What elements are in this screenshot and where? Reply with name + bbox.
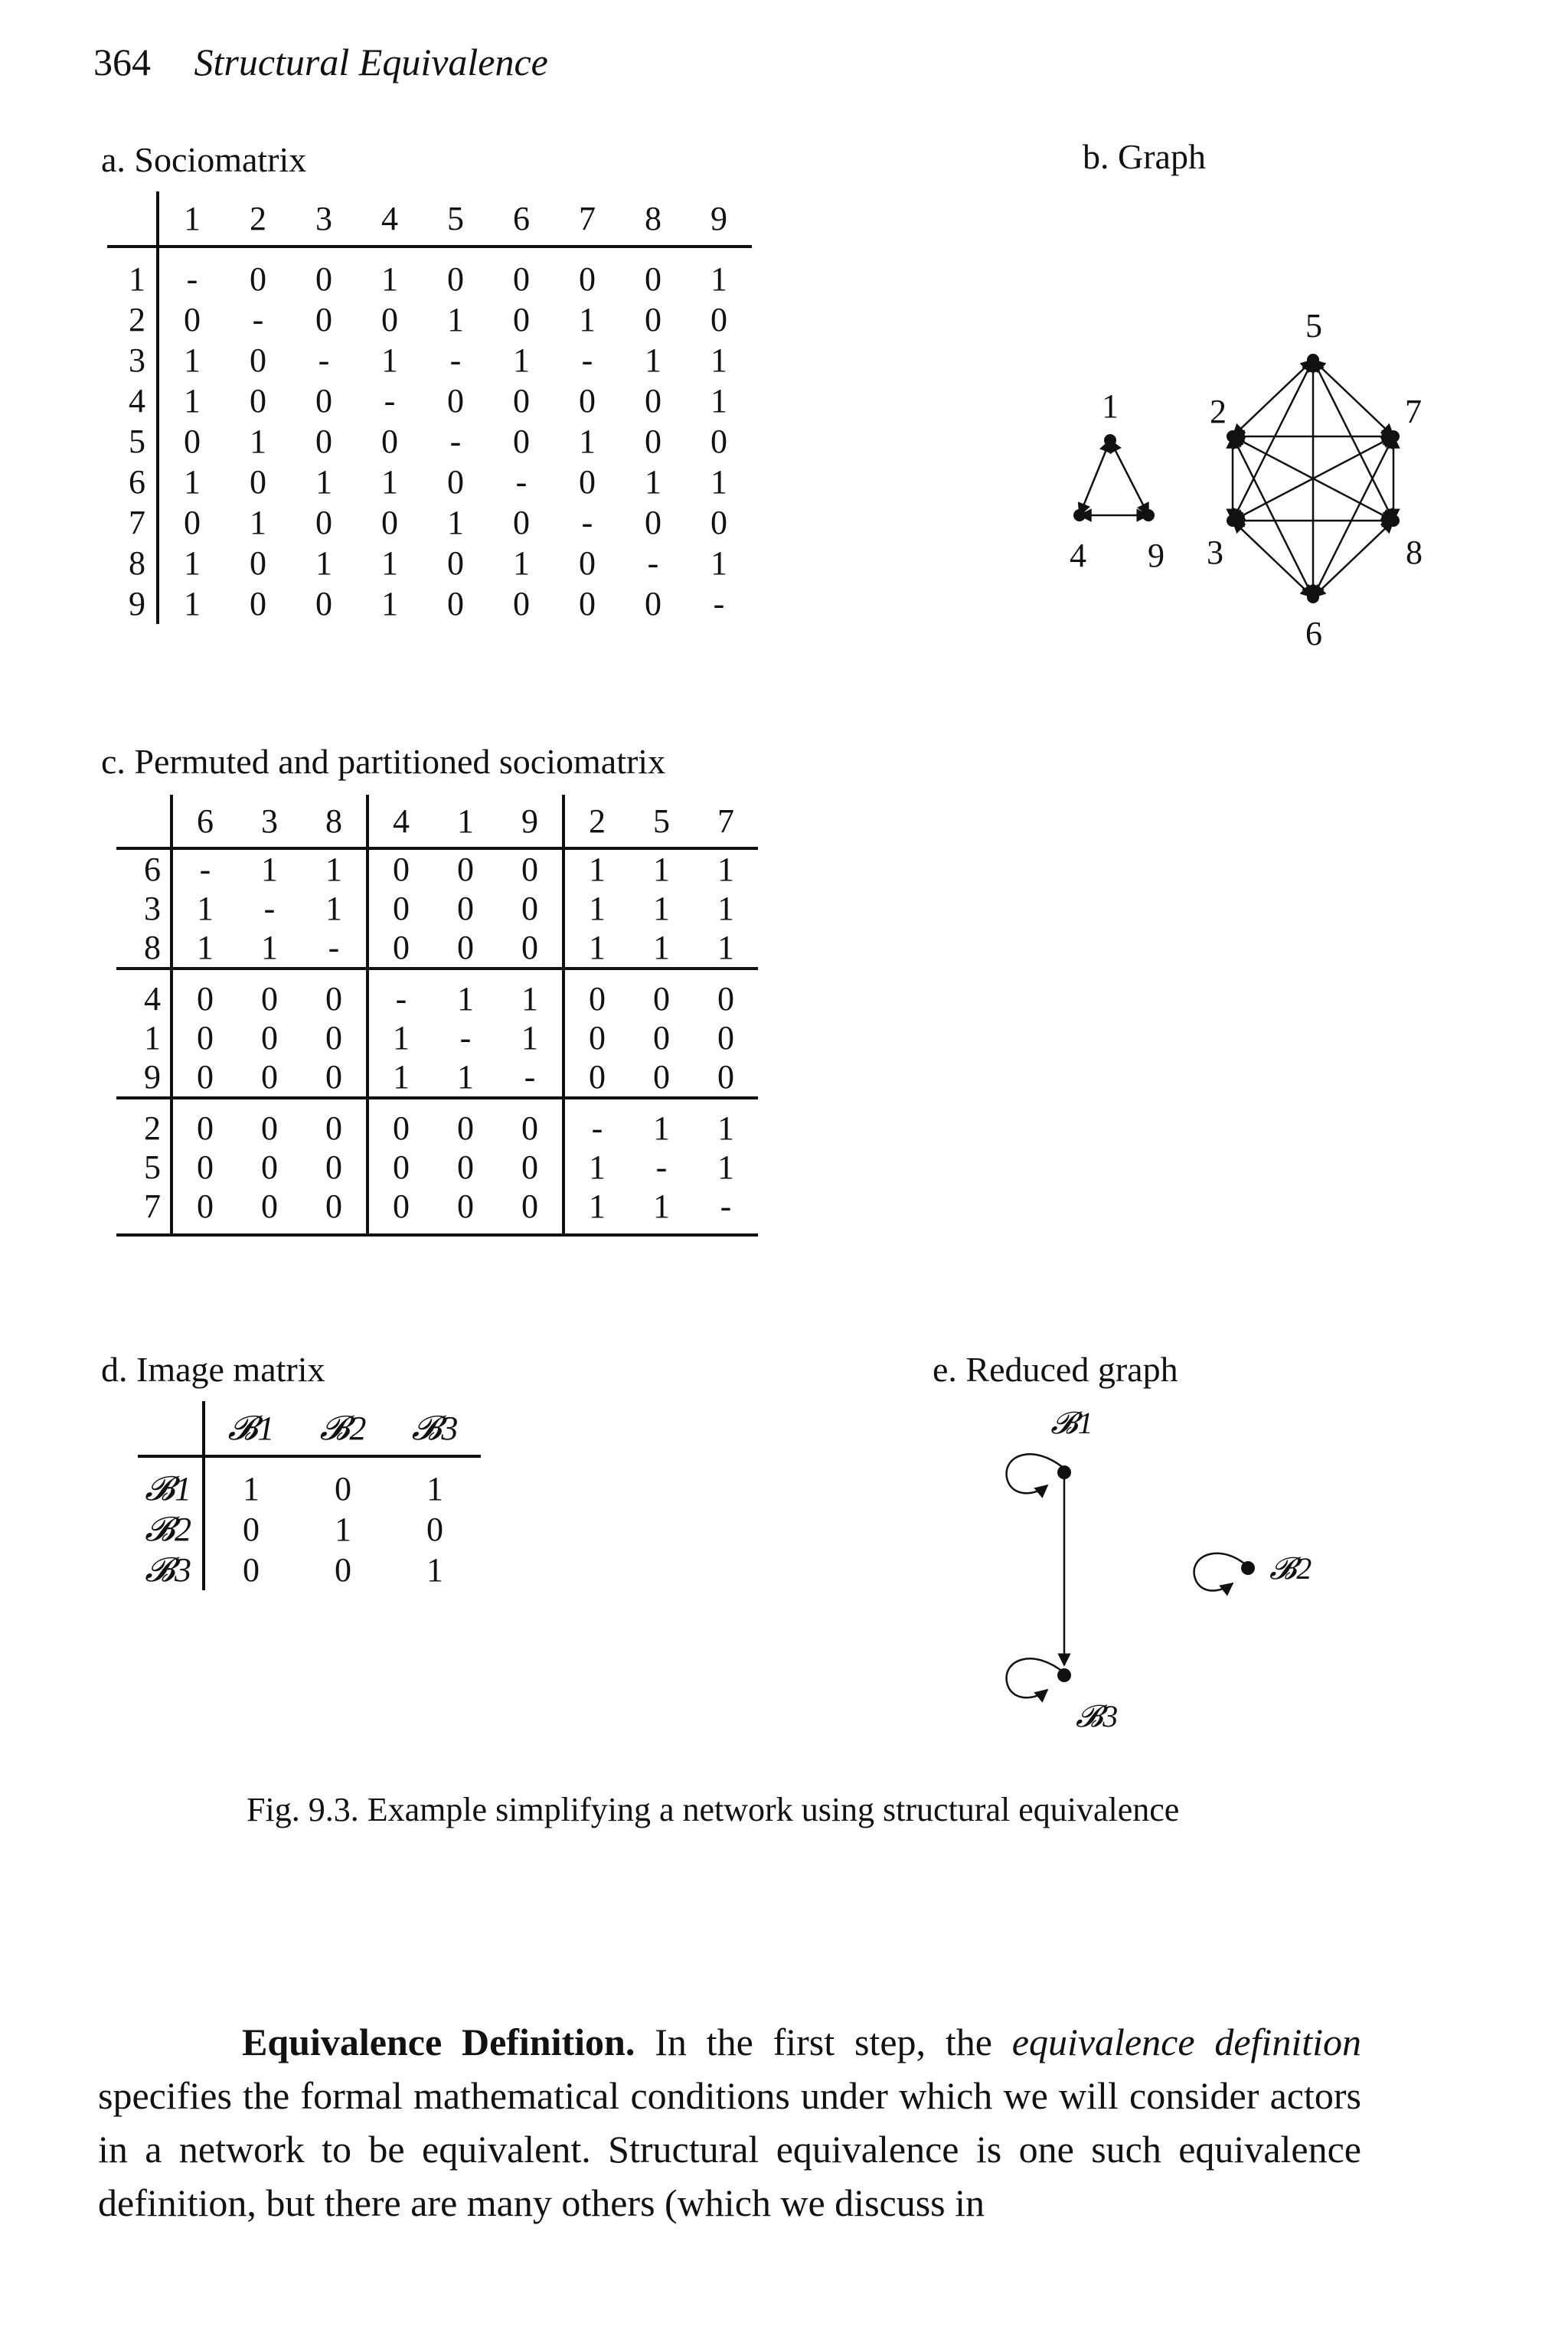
edge-5-8 (1313, 360, 1393, 521)
matrix-cell: - (694, 1187, 758, 1235)
matrix-cell: 0 (172, 1148, 237, 1187)
column-header: 7 (694, 795, 758, 848)
matrix-cell: 0 (579, 544, 596, 582)
loop-b1 (1007, 1454, 1064, 1493)
matrix-cell: 1 (158, 583, 225, 624)
matrix-cell: 1 (457, 980, 474, 1018)
matrix-cell: 0 (381, 504, 398, 541)
row-header: 2 (144, 1109, 161, 1147)
panel-e-label: e. Reduced graph (933, 1350, 1178, 1389)
graph-label-4: 4 (1070, 537, 1086, 574)
matrix-cell: 0 (368, 1187, 433, 1235)
matrix-cell: 0 (237, 1187, 302, 1235)
row-header: 9 (129, 585, 145, 622)
matrix-cell: 1 (717, 851, 734, 888)
matrix-cell: 0 (645, 260, 662, 298)
matrix-cell: 0 (315, 301, 332, 338)
matrix-cell: 0 (368, 848, 433, 889)
matrix-cell: 1 (564, 1148, 629, 1187)
graph-label-3: 3 (1207, 534, 1223, 571)
matrix-cell: 0 (368, 928, 433, 969)
matrix-cell: 0 (564, 969, 629, 1018)
matrix-cell: - (158, 247, 225, 299)
matrix-cell: 0 (513, 504, 530, 541)
loop-b2 (1194, 1554, 1248, 1591)
column-header: 7 (554, 191, 620, 247)
matrix-cell: 1 (250, 423, 266, 460)
matrix-cell: 0 (579, 260, 596, 298)
matrix-cell: 0 (521, 890, 538, 927)
matrix-cell: 1 (564, 848, 629, 889)
matrix-cell: 1 (381, 544, 398, 582)
reduced-graph (949, 1401, 1332, 1746)
matrix-row (116, 1187, 758, 1235)
matrix-cell: 1 (325, 890, 342, 927)
matrix-cell: 0 (498, 928, 564, 969)
paragraph-text-2: specifies the formal mathematical conditions under which we will consider actors in a network to be equivalent. Structural equivalence is one such equivalence definition, but there are many others (which we discuss in (98, 2074, 1361, 2224)
matrix-cell: 0 (261, 1109, 278, 1147)
column-header: 2 (564, 795, 629, 848)
reduced-label-b2: 𝓑2 (1269, 1551, 1312, 1586)
edge-3-6 (1233, 521, 1313, 597)
matrix-cell: 0 (335, 1551, 351, 1589)
matrix-cell: 1 (426, 1470, 443, 1508)
graph-node-5 (1307, 354, 1319, 366)
matrix-corner (138, 1401, 204, 1456)
matrix-cell: 0 (237, 1057, 302, 1098)
figure-caption: Fig. 9.3. Example simplifying a network using structural equivalence (247, 1791, 1180, 1828)
graph-label-8: 8 (1406, 534, 1423, 571)
graph-node-2 (1227, 430, 1239, 443)
matrix-cell: 1 (426, 1551, 443, 1589)
matrix-cell: 0 (172, 1187, 237, 1235)
matrix-row (138, 1509, 481, 1550)
matrix-cell: 0 (564, 1018, 629, 1057)
matrix-cell: 0 (513, 382, 530, 420)
column-header: 4 (368, 795, 433, 848)
matrix-cell: - (498, 1057, 564, 1098)
matrix-cell: 1 (710, 341, 727, 379)
matrix-cell: 1 (381, 585, 398, 622)
matrix-cell: 1 (653, 890, 670, 927)
matrix-cell: 0 (694, 1057, 758, 1098)
column-header: 3 (237, 795, 302, 848)
column-header: 9 (498, 795, 564, 848)
matrix-cell: 0 (158, 421, 225, 462)
matrix-cell: - (172, 848, 237, 889)
matrix-cell: 0 (250, 585, 266, 622)
matrix-cell: 1 (645, 463, 662, 501)
matrix-cell: 1 (653, 851, 670, 888)
column-header: 𝓑1 (204, 1401, 297, 1456)
matrix-cell: 0 (261, 1148, 278, 1186)
panel-d-label: d. Image matrix (101, 1350, 325, 1389)
matrix-cell: 0 (645, 301, 662, 338)
matrix-cell: 0 (250, 382, 266, 420)
matrix-cell: 1 (694, 928, 758, 969)
matrix-cell: 0 (381, 301, 398, 338)
matrix-cell: 1 (315, 544, 332, 582)
column-header: 𝓑2 (297, 1401, 389, 1456)
matrix-cell: 1 (521, 980, 538, 1018)
matrix-cell: 1 (433, 1057, 498, 1098)
row-header: 8 (116, 928, 172, 969)
graph-label-9: 9 (1148, 537, 1165, 574)
matrix-row (116, 889, 758, 928)
matrix-cell: 0 (579, 463, 596, 501)
graph-label-7: 7 (1405, 393, 1422, 430)
matrix-cell: 0 (261, 980, 278, 1018)
matrix-cell: 0 (302, 1057, 368, 1098)
matrix-cell: 0 (513, 423, 530, 460)
matrix-cell: 0 (368, 889, 433, 928)
matrix-cell: - (449, 423, 462, 460)
matrix-cell: 1 (158, 462, 225, 502)
running-header (93, 40, 548, 84)
column-header: 𝓑3 (389, 1401, 481, 1456)
matrix-cell: 1 (710, 382, 727, 420)
image-matrix-table (138, 1401, 481, 1590)
column-header: 3 (291, 191, 357, 247)
matrix-cell: 1 (579, 301, 596, 338)
edge-8-6 (1313, 521, 1393, 597)
matrix-cell: 0 (645, 504, 662, 541)
matrix-cell: 0 (579, 382, 596, 420)
row-header: 𝓑2 (145, 1511, 191, 1548)
matrix-cell: 0 (579, 585, 596, 622)
matrix-cell: 0 (315, 382, 332, 420)
column-header: 5 (629, 795, 694, 848)
matrix-corner (107, 191, 158, 247)
matrix-cell: 0 (172, 1057, 237, 1098)
matrix-cell: 0 (172, 969, 237, 1018)
matrix-row (107, 381, 752, 421)
graph-label-6: 6 (1305, 615, 1322, 652)
matrix-cell: 0 (204, 1509, 297, 1550)
matrix-cell: 1 (717, 1109, 734, 1147)
matrix-cell: 0 (261, 1019, 278, 1057)
matrix-cell: - (384, 382, 396, 420)
matrix-cell: 0 (457, 1148, 474, 1186)
matrix-cell: 0 (645, 585, 662, 622)
matrix-row (107, 583, 752, 624)
page-number: 364 (93, 41, 151, 83)
graph-label-5: 5 (1305, 307, 1322, 345)
matrix-cell: - (318, 341, 330, 379)
body-paragraph (98, 2015, 1361, 2230)
matrix-cell: 0 (158, 502, 225, 543)
matrix-cell: 1 (653, 1109, 670, 1147)
paragraph-text-1: In the first step, the (635, 2021, 1012, 2063)
reduced-node-b1 (1057, 1465, 1071, 1479)
matrix-cell: 1 (315, 463, 332, 501)
sociomatrix-graph (1057, 299, 1455, 681)
matrix-cell: - (647, 544, 659, 582)
graph-node-6 (1307, 591, 1319, 603)
sociomatrix-table (107, 191, 752, 624)
column-header: 6 (172, 795, 237, 848)
row-header: 7 (116, 1187, 172, 1235)
loop-b3 (1007, 1658, 1064, 1697)
matrix-cell: 1 (564, 889, 629, 928)
matrix-cell: 1 (335, 1511, 351, 1548)
edge-7-6 (1313, 436, 1393, 597)
row-header: 2 (129, 301, 145, 338)
edge-1-9 (1110, 440, 1148, 515)
matrix-cell: 0 (315, 423, 332, 460)
matrix-cell: 1 (250, 504, 266, 541)
matrix-cell: - (449, 341, 462, 379)
matrix-cell: - (252, 301, 264, 338)
row-header: 8 (129, 544, 145, 582)
permuted-sociomatrix-table (116, 795, 758, 1237)
matrix-row (116, 1098, 758, 1148)
matrix-row (107, 421, 752, 462)
matrix-cell: 1 (564, 928, 629, 969)
matrix-cell: 0 (381, 423, 398, 460)
matrix-cell: 1 (629, 1187, 694, 1235)
matrix-cell: - (515, 463, 528, 501)
matrix-cell: 1 (645, 341, 662, 379)
matrix-cell: 1 (513, 544, 530, 582)
edge-5-7 (1313, 360, 1393, 436)
matrix-cell: - (263, 890, 276, 927)
column-header: 8 (302, 795, 368, 848)
matrix-cell: 1 (717, 1148, 734, 1186)
matrix-cell: 1 (710, 463, 727, 501)
matrix-cell: 0 (302, 1187, 368, 1235)
row-header: 4 (144, 980, 161, 1018)
graph-node-4 (1073, 509, 1086, 521)
matrix-cell: 1 (368, 1057, 433, 1098)
matrix-cell: 0 (717, 1019, 734, 1057)
matrix-cell: - (564, 1098, 629, 1148)
column-header: 2 (225, 191, 291, 247)
matrix-cell: 1 (172, 928, 237, 969)
matrix-cell: 1 (237, 928, 302, 969)
image-matrix (138, 1401, 481, 1590)
matrix-cell: - (713, 585, 725, 622)
matrix-cell: 0 (172, 1098, 237, 1148)
matrix-cell: 0 (325, 1019, 342, 1057)
matrix-cell: 0 (204, 1550, 297, 1590)
edge-2-6 (1233, 436, 1313, 597)
matrix-cell: 0 (498, 1187, 564, 1235)
matrix-cell: 1 (172, 889, 237, 928)
row-header: 3 (129, 341, 145, 379)
matrix-cell: 0 (447, 463, 464, 501)
matrix-cell: 0 (457, 851, 474, 888)
row-header: 7 (129, 504, 145, 541)
matrix-cell: 1 (158, 543, 225, 583)
row-header: 4 (129, 382, 145, 420)
graph-label-1: 1 (1102, 387, 1119, 425)
matrix-row (107, 502, 752, 543)
matrix-cell: 0 (710, 301, 727, 338)
matrix-cell: 1 (204, 1456, 297, 1509)
matrix-cell: - (302, 928, 368, 969)
matrix-row (107, 299, 752, 340)
matrix-cell: 0 (710, 504, 727, 541)
matrix-cell: 0 (172, 1018, 237, 1057)
graph-node-7 (1387, 430, 1400, 443)
matrix-cell: 1 (564, 1187, 629, 1235)
matrix-row (116, 928, 758, 969)
matrix-row (116, 969, 758, 1018)
matrix-row (107, 340, 752, 381)
matrix-cell: 0 (447, 544, 464, 582)
running-title: Structural Equivalence (194, 41, 548, 83)
matrix-cell: 0 (325, 1148, 342, 1186)
graph-node-1 (1104, 434, 1116, 446)
column-header: 6 (488, 191, 554, 247)
matrix-cell: 0 (250, 463, 266, 501)
matrix-cell: 0 (513, 260, 530, 298)
edge-1-4 (1080, 440, 1110, 515)
matrix-corner (116, 795, 172, 848)
row-header: 6 (144, 851, 161, 888)
edge-5-2 (1233, 360, 1313, 436)
row-header: 5 (144, 1148, 161, 1186)
matrix-cell: 0 (250, 341, 266, 379)
matrix-cell: 0 (447, 382, 464, 420)
matrix-cell: 0 (645, 382, 662, 420)
matrix-cell: 0 (325, 1109, 342, 1147)
matrix-cell: 0 (513, 585, 530, 622)
matrix-cell: 0 (250, 544, 266, 582)
matrix-cell: 1 (368, 1018, 433, 1057)
matrix-cell: - (581, 341, 593, 379)
matrix-cell: - (581, 504, 593, 541)
sociomatrix (107, 191, 752, 624)
panel-b-label: b. Graph (1083, 137, 1206, 176)
matrix-cell: 1 (513, 341, 530, 379)
matrix-cell: 1 (447, 504, 464, 541)
matrix-row (138, 1456, 481, 1509)
matrix-cell: 0 (426, 1511, 443, 1548)
matrix-cell: 0 (710, 423, 727, 460)
matrix-row (116, 1057, 758, 1098)
matrix-row (107, 543, 752, 583)
matrix-row (107, 247, 752, 299)
column-header: 1 (158, 191, 225, 247)
matrix-cell: 0 (250, 260, 266, 298)
matrix-cell: 0 (457, 1109, 474, 1147)
permuted-sociomatrix (116, 795, 758, 1237)
reduced-label-b3: 𝓑3 (1076, 1699, 1119, 1733)
matrix-cell: 0 (433, 1187, 498, 1235)
row-header: 3 (144, 890, 161, 927)
matrix-cell: - (459, 1019, 472, 1057)
matrix-cell: 0 (564, 1057, 629, 1098)
column-header: 9 (686, 191, 752, 247)
matrix-cell: 1 (447, 301, 464, 338)
matrix-cell: 1 (521, 1019, 538, 1057)
matrix-cell: 1 (579, 423, 596, 460)
matrix-row (138, 1550, 481, 1590)
column-header: 4 (357, 191, 423, 247)
matrix-cell: 1 (381, 260, 398, 298)
row-header: 6 (129, 463, 145, 501)
matrix-cell: 0 (325, 980, 342, 1018)
matrix-cell: - (368, 969, 433, 1018)
matrix-cell: 0 (521, 1148, 538, 1186)
matrix-cell: 0 (645, 423, 662, 460)
matrix-row (107, 462, 752, 502)
matrix-row (116, 848, 758, 889)
panel-c-label: c. Permuted and partitioned sociomatrix (101, 742, 666, 781)
matrix-cell: 0 (433, 928, 498, 969)
matrix-cell: 0 (521, 851, 538, 888)
row-header: 1 (144, 1019, 161, 1057)
paragraph-term: equivalence definition (1011, 2021, 1361, 2063)
matrix-cell: 0 (315, 585, 332, 622)
matrix-cell: 0 (653, 980, 670, 1018)
paragraph-lead: Equivalence Definition. (242, 2021, 635, 2063)
column-header: 1 (433, 795, 498, 848)
row-header: 5 (129, 423, 145, 460)
row-header: 9 (116, 1057, 172, 1098)
reduced-node-b3 (1057, 1668, 1071, 1682)
matrix-cell: 0 (315, 504, 332, 541)
matrix-cell: 1 (710, 544, 727, 582)
matrix-cell: 1 (717, 890, 734, 927)
column-header: 8 (620, 191, 686, 247)
matrix-cell: 1 (710, 260, 727, 298)
matrix-row (116, 1018, 758, 1057)
column-header: 5 (423, 191, 488, 247)
row-header: 1 (129, 260, 145, 298)
matrix-cell: 0 (368, 1148, 433, 1187)
graph-node-8 (1387, 515, 1400, 527)
matrix-cell: 1 (158, 381, 225, 421)
matrix-cell: 1 (261, 851, 278, 888)
matrix-cell: 0 (629, 1057, 694, 1098)
graph-label-2: 2 (1210, 393, 1227, 430)
reduced-label-b1: 𝓑1 (1050, 1406, 1093, 1440)
matrix-cell: 0 (315, 260, 332, 298)
matrix-cell: 1 (381, 341, 398, 379)
matrix-cell: 1 (629, 928, 694, 969)
graph-node-9 (1142, 509, 1155, 521)
matrix-cell: 0 (717, 980, 734, 1018)
row-header: 𝓑1 (145, 1470, 191, 1508)
matrix-cell: 0 (335, 1470, 351, 1508)
edge-5-3 (1233, 360, 1313, 521)
panel-a-label: a. Sociomatrix (101, 140, 307, 179)
matrix-row (116, 1148, 758, 1187)
reduced-node-b2 (1241, 1561, 1255, 1575)
matrix-cell: 0 (158, 299, 225, 340)
graph-node-3 (1227, 515, 1239, 527)
matrix-cell: 0 (513, 301, 530, 338)
matrix-cell: 0 (368, 1098, 433, 1148)
row-header: 𝓑3 (145, 1551, 191, 1589)
matrix-cell: 0 (447, 585, 464, 622)
matrix-cell: 1 (158, 340, 225, 381)
matrix-cell: 0 (653, 1019, 670, 1057)
matrix-cell: 0 (521, 1109, 538, 1147)
matrix-cell: 1 (381, 463, 398, 501)
matrix-cell: 0 (447, 260, 464, 298)
matrix-cell: 1 (325, 851, 342, 888)
matrix-cell: - (655, 1148, 668, 1186)
matrix-cell: 0 (457, 890, 474, 927)
